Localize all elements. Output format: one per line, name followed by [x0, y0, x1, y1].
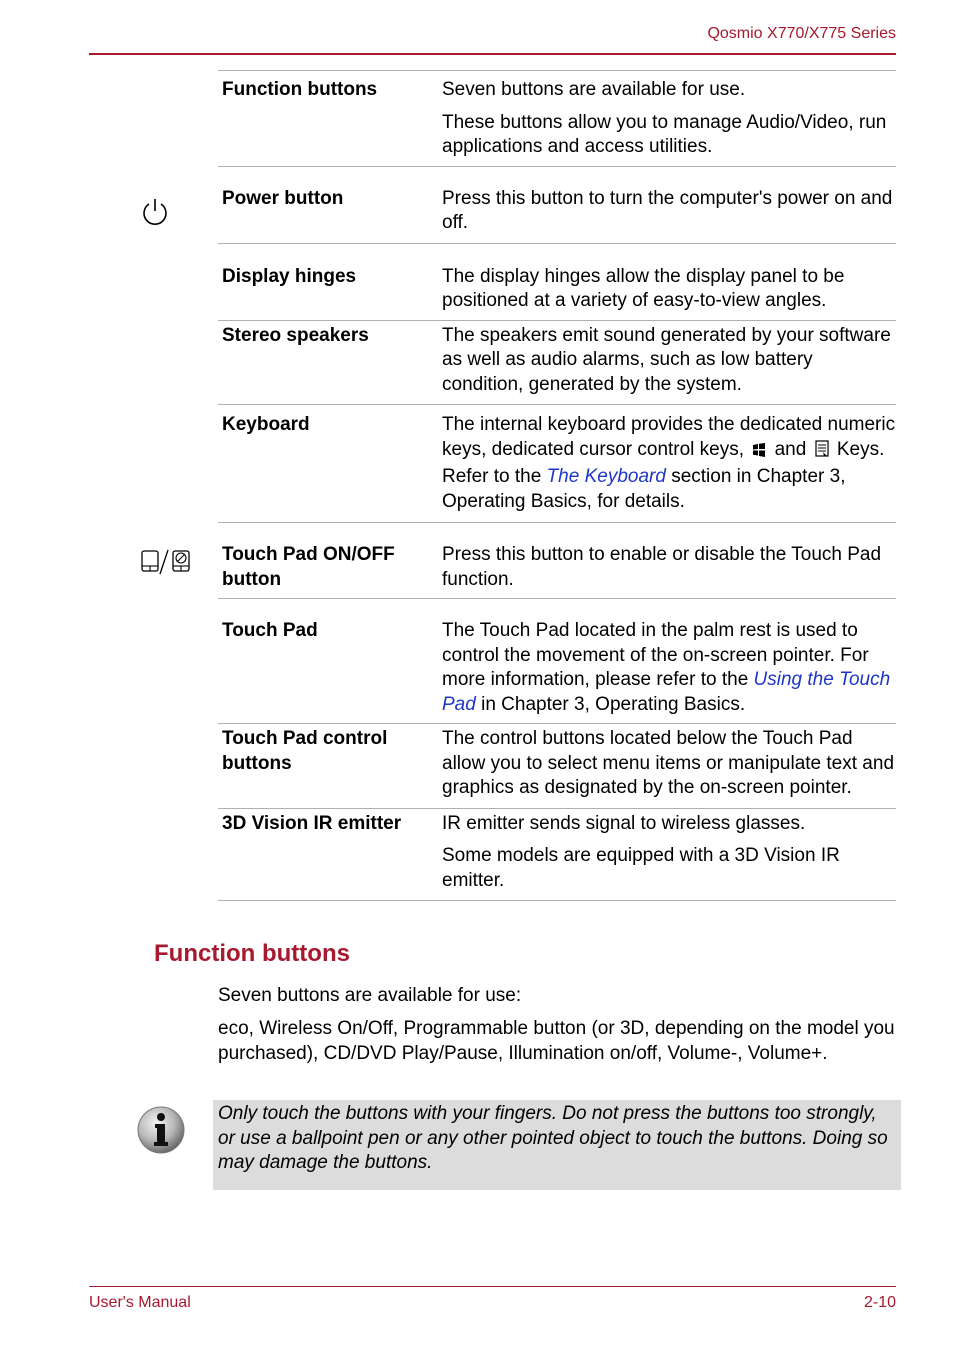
power-icon: [140, 197, 170, 235]
description-line: Press this button to turn the computer's power on and off.: [442, 187, 893, 233]
application-key-icon: [814, 440, 830, 466]
description-text: The internal keyboard provides the dedicated numeric keys, dedicated cursor control keys,: [442, 414, 896, 460]
footer-manual-title: User's Manual: [89, 1294, 191, 1311]
feature-table: [218, 70, 896, 901]
description-line: Press this button to enable or disable the Touch Pad function.: [442, 544, 882, 590]
description-line: IR emitter sends signal to wireless glasses.: [442, 812, 806, 834]
table-row: [218, 723, 896, 808]
row-term: Touch Pad ON/OFF button: [222, 544, 395, 590]
row-description: [442, 543, 896, 592]
table-row: [218, 808, 896, 902]
body-paragraph: Seven buttons are available for use:: [218, 985, 522, 1006]
footer-rule: [89, 1286, 896, 1287]
info-icon: [135, 1104, 187, 1161]
row-term: 3D Vision IR emitter: [222, 812, 402, 834]
keyboard-link[interactable]: The Keyboard: [546, 466, 666, 487]
row-description: [442, 78, 896, 160]
description-text: in Chapter 3, Operating Basics.: [481, 693, 746, 715]
description-line: Some models are equipped with a 3D Vision IR emitter.: [442, 845, 840, 891]
table-row: [218, 522, 896, 598]
row-description: [442, 619, 896, 717]
row-term: Stereo speakers: [222, 324, 369, 346]
description-text: The Touch Pad located in the palm rest is used to control the movement of the on-screen pointer. For more information, please refer to the: [442, 620, 869, 690]
running-header: Qosmio X770/X775 Series: [707, 25, 896, 42]
note-text: Only touch the buttons with your fingers. Do not press the buttons too strongly, or use a ballpoint pen or any other pointed object to touch the buttons. Doing so may damage the buttons.: [218, 1103, 888, 1173]
header-rule: [89, 53, 896, 55]
page-number: 2-10: [863, 1294, 896, 1311]
row-term: Power button: [222, 187, 344, 209]
row-description: [442, 727, 896, 801]
table-row: [218, 320, 896, 405]
description-text: and: [774, 438, 807, 460]
table-row: [218, 243, 896, 320]
table-row: [218, 598, 896, 723]
table-row: [218, 166, 896, 243]
table-row: [218, 70, 896, 166]
section-heading: Function buttons: [154, 940, 350, 967]
touch-pad-link[interactable]: Using the Touch Pad: [442, 669, 891, 715]
row-term: Display hinges: [222, 265, 357, 287]
row-description: [442, 413, 896, 514]
row-description: [442, 187, 896, 236]
touchpad-toggle-icon: [140, 547, 196, 585]
table-row: [218, 404, 896, 522]
row-description: [442, 324, 896, 398]
description-line: The control buttons located below the Touch Pad allow you to select menu items or manipulate text and graphics as designated by the on-screen pointer.: [442, 728, 895, 798]
row-term: Function buttons: [222, 79, 378, 100]
windows-key-icon: [751, 441, 767, 466]
description-line: Seven buttons are available for use.: [442, 79, 746, 100]
row-term: Touch Pad control buttons: [222, 728, 388, 774]
row-description: [442, 812, 896, 894]
row-description: [442, 265, 896, 314]
row-term: Keyboard: [222, 414, 310, 435]
description-line: These buttons allow you to manage Audio/Video, run applications and access utilities.: [442, 111, 887, 157]
description-line: The speakers emit sound generated by your software as well as audio alarms, such as low battery condition, generated by the system.: [442, 324, 891, 395]
description-line: The display hinges allow the display panel to be positioned at a variety of easy-to-view angles.: [442, 265, 845, 311]
description-text: Keys. Refer to the: [442, 438, 885, 487]
body-paragraph: eco, Wireless On/Off, Programmable button (or 3D, depending on the model you purchased), CD/DVD Play/Pause, Illumination on/off, Volume-, Volume+.: [218, 1018, 895, 1064]
row-term: Touch Pad: [222, 620, 318, 641]
note-box: [213, 1100, 901, 1190]
description-text: section in Chapter 3, Operating Basics, for details.: [442, 466, 846, 512]
